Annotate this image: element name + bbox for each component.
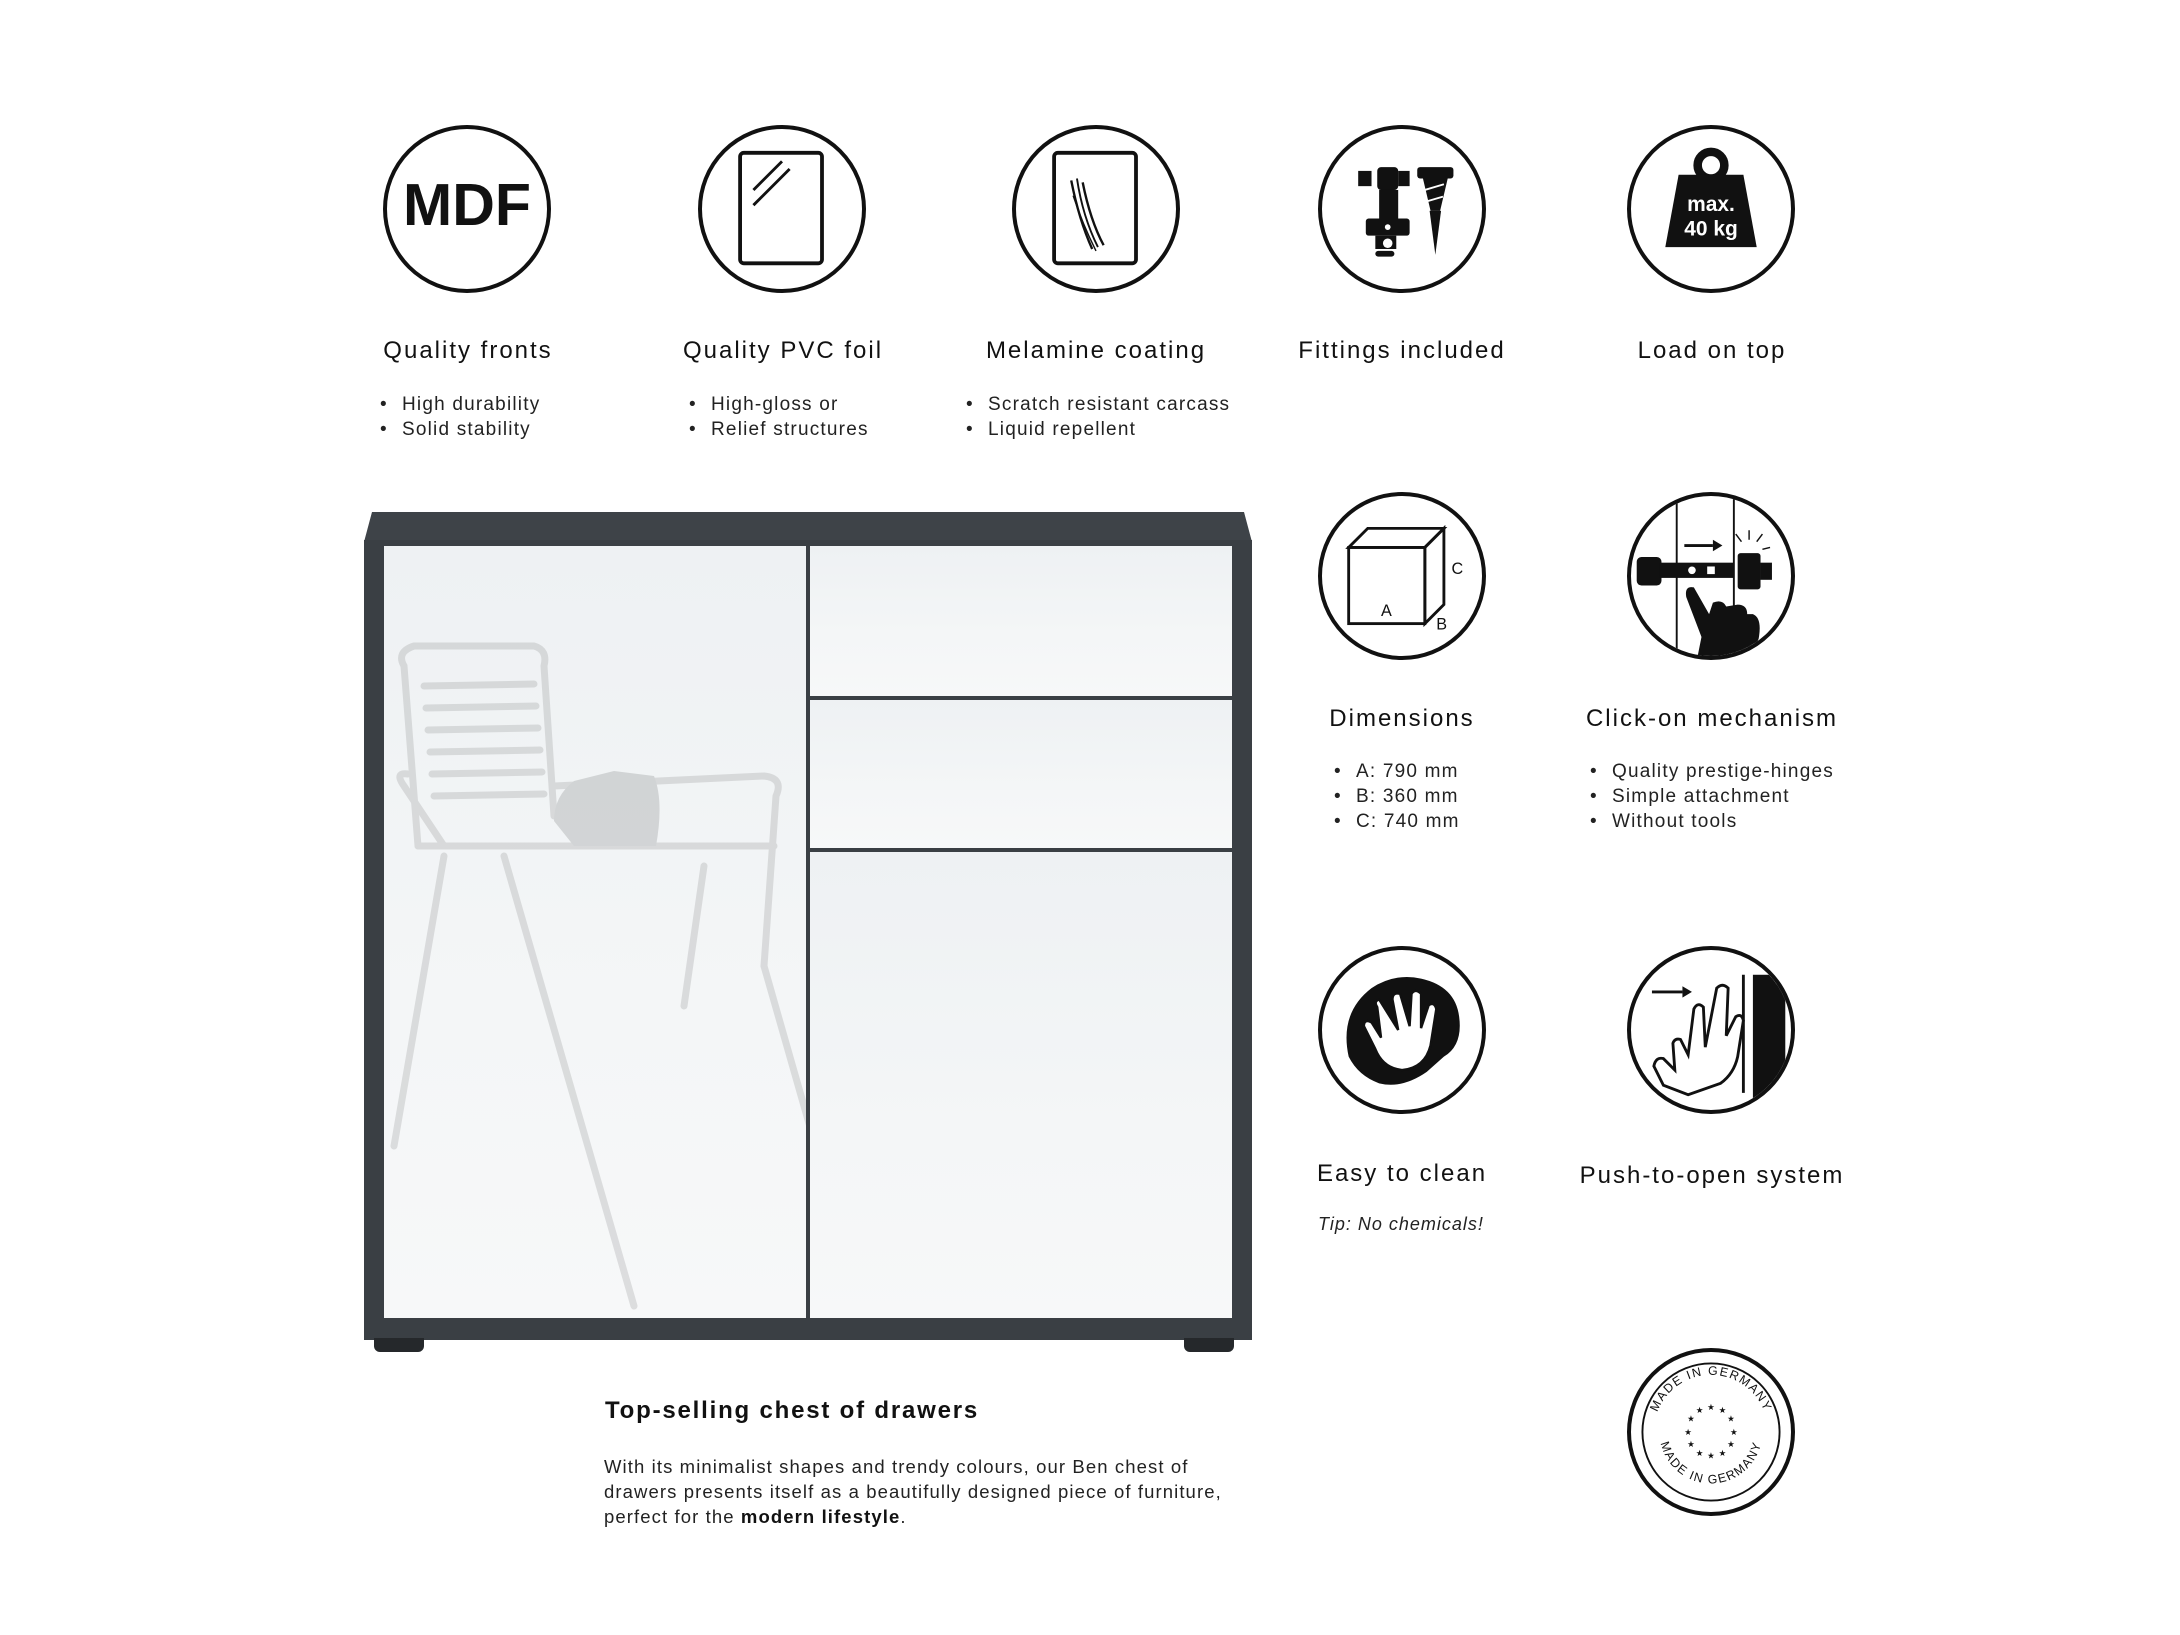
svg-text:★: ★ <box>1684 1427 1692 1438</box>
made-in-germany-icon <box>1627 1348 1795 1516</box>
description-body: With its minimalist shapes and trendy colours, our Ben chest of drawers presents itself as a beautifully designed piece of furniture, perfect for the modern lifestyle. <box>604 1456 1222 1527</box>
svg-text:★: ★ <box>1695 1448 1704 1459</box>
list-item: • Quality prestige-hinges <box>1590 759 1834 784</box>
svg-text:MADE IN GERMANY: MADE IN GERMANY <box>1647 1363 1775 1414</box>
scratched-panel-icon <box>1012 125 1180 293</box>
list-item: • Without tools <box>1590 809 1834 834</box>
push-to-open-title: Push-to-open system <box>1579 1162 1845 1189</box>
list-item: • C: 740 mm <box>1334 809 1460 834</box>
quality-pvc-foil-list <box>689 392 869 442</box>
fittings-included-title: Fittings included <box>1298 337 1506 364</box>
chair-reflection <box>384 546 806 1318</box>
weight-icon <box>1627 125 1795 293</box>
svg-text:A: A <box>1381 602 1392 620</box>
glossy-panel-icon <box>698 125 866 293</box>
chest-carcass <box>364 540 1252 1340</box>
svg-text:★: ★ <box>1727 1440 1735 1451</box>
svg-text:★: ★ <box>1718 1448 1727 1459</box>
description-emphasis: modern lifestyle <box>740 1506 901 1527</box>
svg-text:★: ★ <box>1707 1403 1715 1414</box>
svg-text:★: ★ <box>1687 1414 1695 1425</box>
melamine-coating-title: Melamine coating <box>985 337 1207 364</box>
list-item: • Liquid repellent <box>966 417 1230 442</box>
list-item: • Solid stability <box>380 417 540 442</box>
list-item: • B: 360 mm <box>1334 784 1460 809</box>
quality-fronts-list <box>380 392 540 442</box>
dimensions-list <box>1334 759 1460 834</box>
svg-text:B: B <box>1436 615 1448 634</box>
box-dimensions-icon <box>1318 492 1486 660</box>
list-item: • High-gloss or <box>689 392 869 417</box>
chest-door <box>384 546 806 1318</box>
push-open-icon <box>1627 946 1795 1114</box>
svg-text:max.: max. <box>1687 192 1735 216</box>
drawer-top <box>810 546 1232 696</box>
svg-text:40 kg: 40 kg <box>1684 217 1738 241</box>
click-on-mechanism-list <box>1590 759 1834 834</box>
list-item: • Scratch resistant carcass <box>966 392 1230 417</box>
svg-text:★: ★ <box>1687 1440 1695 1451</box>
svg-text:★: ★ <box>1695 1405 1704 1416</box>
chest-foot-right <box>1184 1338 1234 1352</box>
easy-to-clean-tip: Tip: No chemicals! <box>1318 1214 1484 1234</box>
chest-of-drawers-image <box>364 512 1252 1350</box>
svg-text:MADE IN GERMANY: MADE IN GERMANY <box>1657 1439 1765 1487</box>
svg-text:★: ★ <box>1727 1414 1735 1425</box>
chest-foot-left <box>374 1338 424 1352</box>
drawer-bottom <box>810 852 1232 1318</box>
description-title: Top-selling chest of drawers <box>605 1397 980 1424</box>
quality-pvc-foil-title: Quality PVC foil <box>682 337 884 364</box>
dimensions-title: Dimensions <box>1329 705 1475 732</box>
melamine-coating-list <box>966 392 1230 442</box>
svg-text:C: C <box>1451 560 1464 579</box>
list-item: • Simple attachment <box>1590 784 1834 809</box>
list-item: • Relief structures <box>689 417 869 442</box>
quality-fronts-title: Quality fronts <box>383 337 553 364</box>
drawer-middle <box>810 700 1232 848</box>
svg-text:★: ★ <box>1718 1405 1727 1416</box>
hinge-screw-icon <box>1318 125 1486 293</box>
click-hinge-icon <box>1627 492 1795 660</box>
easy-to-clean-title: Easy to clean <box>1316 1160 1488 1187</box>
svg-text:★: ★ <box>1730 1427 1738 1438</box>
load-on-top-title: Load on top <box>1637 337 1787 364</box>
cleaning-cloth-icon <box>1318 946 1486 1114</box>
chest-top-panel <box>364 512 1252 542</box>
svg-text:MDF: MDF <box>403 172 531 239</box>
mdf-icon <box>383 125 551 293</box>
list-item: • High durability <box>380 392 540 417</box>
click-on-mechanism-title: Click-on mechanism <box>1585 705 1839 732</box>
svg-text:★: ★ <box>1707 1451 1715 1462</box>
list-item: • A: 790 mm <box>1334 759 1460 784</box>
